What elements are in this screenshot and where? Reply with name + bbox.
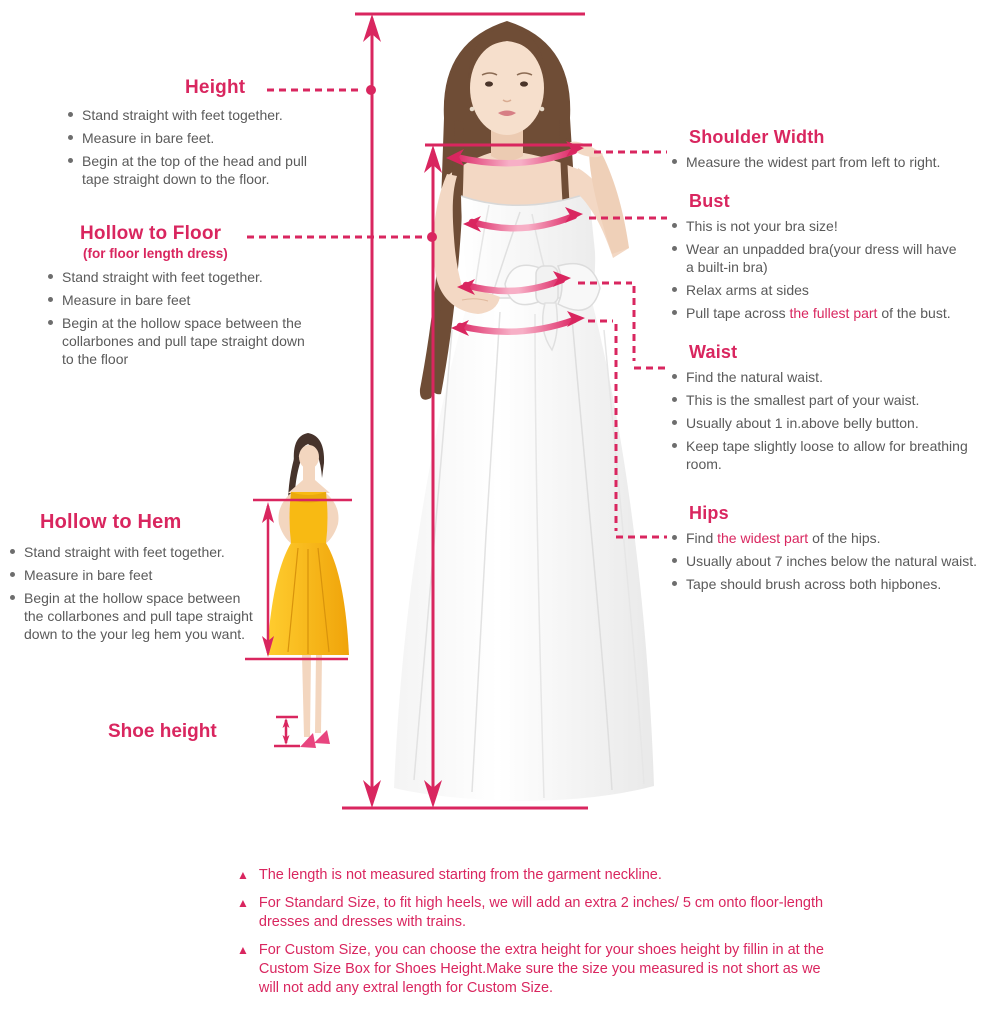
bullet-text: Stand straight with feet together. [62,269,263,285]
model-photo-small [267,433,349,748]
bullet-dot [48,297,53,302]
bullet-dot [672,159,677,164]
bullet-dot [672,535,677,540]
bust-title: Bust [689,191,730,211]
bullet-text: Find the natural waist. [686,369,823,385]
bullet-text-post: of the bust. [877,305,951,321]
waist-bullet-list [672,368,1000,473]
shoulder-width-title: Shoulder Width [689,127,825,147]
bullet-dot [48,274,53,279]
hollow-to-floor-title: Hollow to Floor [80,223,222,244]
bullet-text: Begin at the hollow space between the collarbones and pull tape straight down to the floor [62,315,305,367]
bullet-text [686,304,951,322]
list-item [672,217,1000,235]
bullet-dot [10,595,15,600]
list-item [48,291,350,309]
list-item [672,437,1000,473]
list-item [10,543,264,561]
bullet-text: This is not your bra size! [686,218,838,234]
list-item [672,153,1000,171]
shoulder-width-bullet-list [672,153,1000,171]
bust-bullet-list [672,217,1000,322]
bullet-text: Begin at the hollow space between the collarbones and pull tape straight down to the your leg hem you want. [24,590,253,642]
hollow-to-hem-bullet-list [10,543,264,643]
bullet-dot [68,135,73,140]
bullet-text: Measure in bare feet. [82,130,215,146]
bullet-dot [672,223,677,228]
hips-bullet-list [672,529,1000,593]
shoe-height-measure-mark [274,717,300,746]
bullet-dot [672,443,677,448]
bullet-text: Measure the widest part from left to right. [686,154,941,170]
footnote-text: For Standard Size, to fit high heels, we will add an extra 2 inches/ 5 cm onto floor-length dresses and dresses with trains. [258,895,824,930]
bullet-dot [10,549,15,554]
bullet-dot [672,581,677,586]
hollow-to-floor-subtitle: (for floor length dress) [83,246,228,261]
bullet-dot [672,397,677,402]
footnote [237,894,862,932]
list-item [672,240,1000,276]
footnotes [237,866,862,1007]
list-item [68,106,358,124]
bullet-text: Measure in bare feet [62,292,191,308]
bullet-text: This is the smallest part of your waist. [686,392,920,408]
section-height [58,77,358,193]
footnote-text: For Custom Size, you can choose the extra height for your shoes height by fillin in at the Custom Size Box for Shoes Height.Make sure the size you measured is not short as we will not add any extral length for Custom Size. [258,942,824,996]
waist-title: Waist [689,342,738,362]
bullet-text: Begin at the top of the head and pull tape straight down to the floor. [82,153,307,187]
list-item [68,129,358,147]
footnote [237,941,862,998]
bullet-dot [672,374,677,379]
bullet-text: Usually about 1 in.above belly button. [686,415,919,431]
section-bust [670,191,1000,327]
bullet-dot [68,112,73,117]
list-item [68,152,358,188]
bullet-text: Stand straight with feet together. [24,544,225,560]
bullet-text: Wear an unpadded bra(your dress will have a built-in bra) [686,241,957,275]
list-item [10,566,264,584]
bullet-dot [672,558,677,563]
warning-triangle-icon: ▲ [237,943,249,957]
bullet-dot [48,320,53,325]
hollow-to-floor-bullet-list [48,268,350,368]
bullet-text-highlight: the fullest part [789,305,878,321]
hips-title: Hips [689,503,729,523]
hollow-to-hem-title: Hollow to Hem [40,511,182,533]
list-item [10,589,264,643]
shoe-height-title: Shoe height [108,721,217,742]
bullet-dot [10,572,15,577]
footnote-text: The length is not measured starting from the garment neckline. [258,867,662,883]
bullet-text-post: of the hips. [808,530,881,546]
section-hips [670,503,1000,598]
bullet-dot [672,420,677,425]
bullet-text-pre: Pull tape across [686,305,790,321]
bullet-text: Keep tape slightly loose to allow for breathing room. [686,438,968,472]
bullet-text [686,529,881,547]
warning-triangle-icon: ▲ [237,868,249,882]
section-waist [670,342,1000,478]
list-item [48,314,350,368]
list-item [48,268,350,286]
list-item [672,529,1000,547]
bullet-text: Usually about 7 inches below the natural waist. [686,553,978,569]
list-item [672,368,1000,386]
warning-triangle-icon: ▲ [237,896,249,910]
list-item [672,575,1000,593]
list-item [672,304,1000,322]
list-item [672,391,1000,409]
bullet-dot [68,158,73,163]
footnote [237,866,862,885]
bullet-text-pre: Find [686,530,718,546]
list-item [672,552,1000,570]
bullet-text: Tape should brush across both hipbones. [686,576,942,592]
list-item [672,281,1000,299]
section-hollow-to-hem [2,511,264,648]
bullet-text: Measure in bare feet [24,567,153,583]
list-item [672,414,1000,432]
section-shoulder-width [670,127,1000,176]
bullet-text: Stand straight with feet together. [82,107,283,123]
bullet-dot [672,310,677,315]
section-hollow-to-floor [38,223,350,373]
bullet-dot [672,287,677,292]
bullet-text: Relax arms at sides [686,282,809,298]
height-bullet-list [68,106,358,188]
bullet-text-highlight: the widest part [717,530,809,546]
bullet-dot [672,246,677,251]
height-title: Height [185,77,246,98]
